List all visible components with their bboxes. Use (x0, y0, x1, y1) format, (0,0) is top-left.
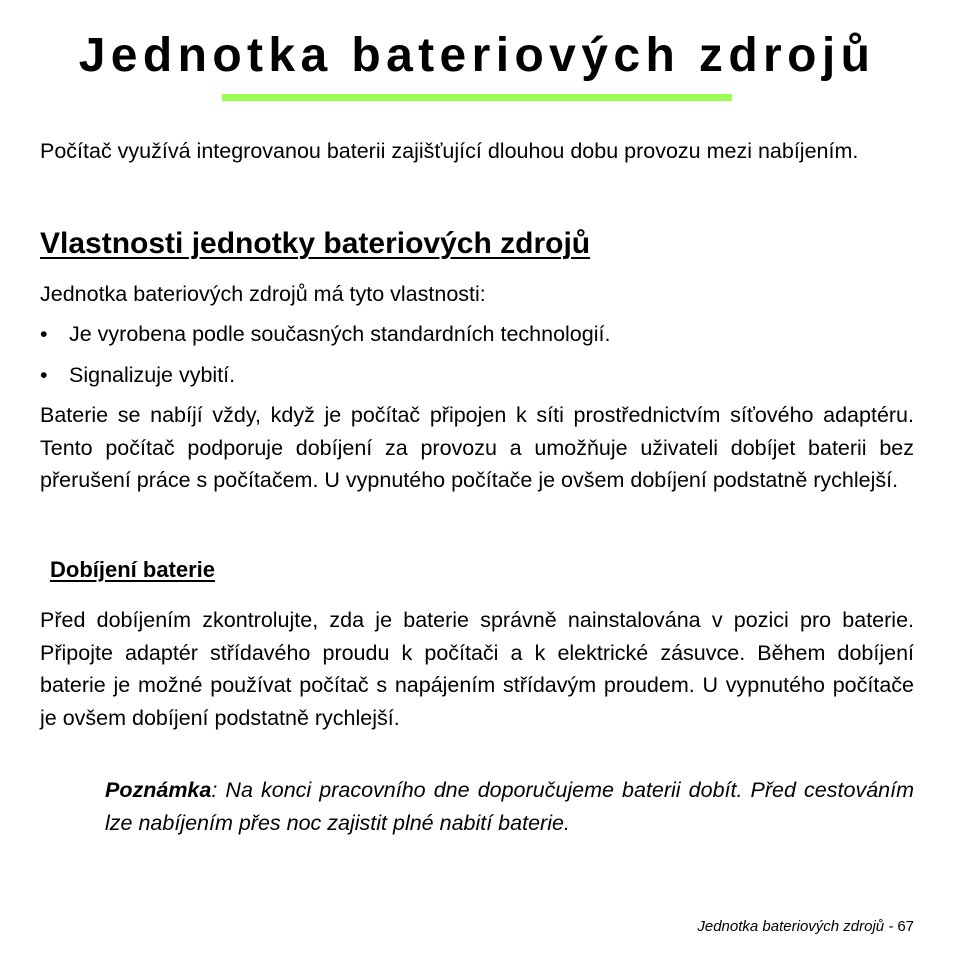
section-body: Baterie se nabíjí vždy, když je počítač připojen k síti prostřednictvím síťového adaptéru. Tento počítač podporuje dobíjení za provozu a umožňuje uživateli dobíjet baterii bez přerušení práce s počítačem. U vypnutého počítače je ovšem dobíjení podstatně rychlejší. (40, 403, 914, 492)
section-heading: Vlastnosti jednotky bateriových zdrojů (40, 227, 591, 260)
page-footer (697, 917, 914, 937)
note-label: Poznámka (105, 778, 212, 802)
bullet-glyph: • (40, 322, 48, 346)
note-text: : Na konci pracovního dne doporučujeme baterii dobít. Před cestováním lze nabíjením přes noc zajistit plné nabití baterie. (105, 778, 914, 835)
subsection-body: Před dobíjením zkontrolujte, zda je baterie správně nainstalována v pozici pro baterie. Připojte adaptér střídavého proudu k počítači a k elektrické zásuvce. Během dobíjení baterie je možné používat počítač s napájením střídavým proudem. U vypnutého počítače je ovšem dobíjení podstatně rychlejší. (40, 608, 914, 730)
bullet-text: Signalizuje vybití. (69, 363, 236, 387)
bullet-text: Je vyrobena podle současných standardních technologií. (69, 322, 611, 346)
note (105, 774, 914, 839)
page-title: Jednotka bateriových zdrojů (78, 29, 876, 82)
bullet-glyph: • (40, 363, 48, 387)
subsection-heading: Dobíjení baterie (50, 557, 216, 582)
footer-chapter: Jednotka bateriových zdrojů - (697, 918, 894, 935)
page-number: 67 (897, 918, 914, 935)
section-lead: Jednotka bateriových zdrojů má tyto vlastnosti: (40, 282, 486, 306)
intro-paragraph: Počítač využívá integrovanou baterii zajišťující dlouhou dobu provozu mezi nabíjením. (40, 139, 859, 163)
title-underline-bar (222, 94, 732, 101)
